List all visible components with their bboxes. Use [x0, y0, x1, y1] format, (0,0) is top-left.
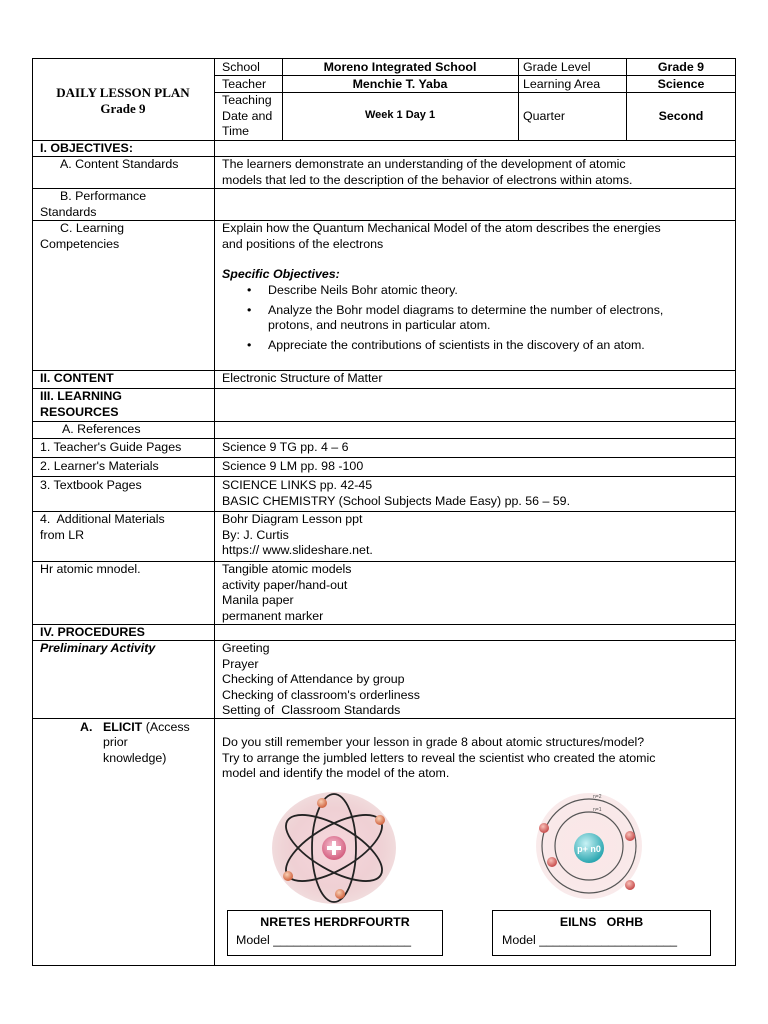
elicit-heading: [103, 720, 190, 736]
references-label: A. References: [62, 422, 141, 436]
row-divider: [32, 388, 736, 389]
date-label: Teaching Date and Time: [222, 93, 273, 138]
preliminary-activity-label: Preliminary Activity: [40, 641, 156, 655]
teacher-value: Menchie T. Yaba: [352, 77, 448, 91]
content-value: Electronic Structure of Matter: [222, 371, 383, 385]
specific-objectives-heading: Specific Objectives:: [222, 267, 340, 281]
learning-area-value: Science: [657, 77, 705, 91]
learning-area-label: Learning Area: [523, 77, 601, 91]
teachers-guide-value: Science 9 TG pp. 4 – 6: [222, 440, 349, 454]
row-divider: [32, 140, 736, 141]
content-standards-text: The learners demonstrate an understanding of the development of atomic models that led to the description of the behavior of electrons within atoms.: [222, 157, 633, 187]
bohr-nucleus-label: p+ n0: [577, 844, 601, 854]
header-divider: [518, 58, 519, 140]
teacher-label: Teacher: [222, 77, 267, 91]
additional-materials-value: Bohr Diagram Lesson ppt By: J. Curtis https:// www.slideshare.net.: [222, 512, 373, 557]
preliminary-activity-items: Greeting Prayer Checking of Attendance by group Checking of classroom's orderliness Setting of Classroom Standards: [222, 641, 420, 717]
atomic-model-materials: Tangible atomic models activity paper/hand-out Manila paper permanent marker: [222, 562, 352, 623]
performance-standards-label: B. Performance Standards: [40, 189, 147, 219]
learning-resources-label: III. LEARNING RESOURCES: [40, 389, 122, 419]
additional-materials-label: 4. Additional Materials from LR: [40, 512, 165, 542]
row-divider: [32, 457, 736, 458]
plan-grade: Grade 9: [100, 101, 146, 116]
quarter-label: Quarter: [523, 109, 566, 123]
row-divider: [32, 370, 736, 371]
answer-box-bohr: [492, 910, 711, 956]
elicit-title: ELICIT: [103, 720, 143, 734]
list-item: • Describe Neils Bohr atomic theory.: [222, 283, 732, 299]
objectives-heading: I. OBJECTIVES:: [40, 141, 133, 155]
bohr-atom-image: [530, 788, 648, 900]
school-value: Moreno Integrated School: [323, 60, 477, 74]
row-divider: [32, 476, 736, 477]
elicit-text: Do you still remember your lesson in grade 8 about atomic structures/model? Try to arrange the jumbled letters to reveal the scientist who created the atomic model and identify the model of the atom.: [222, 735, 656, 780]
bohr-shell-outer-label: n=2: [593, 794, 602, 800]
answer-box-rutherford: [227, 910, 443, 956]
row-divider: [32, 438, 736, 439]
column-divider: [214, 58, 215, 966]
plan-title: DAILY LESSON PLAN: [56, 85, 190, 100]
jumbled-word: NRETES HERDRFOURTR: [260, 915, 410, 929]
textbook-pages-value: SCIENCE LINKS pp. 42-45 BASIC CHEMISTRY (School Subjects Made Easy) pp. 56 – 59.: [222, 478, 571, 508]
elicit-letter: A.: [80, 720, 93, 734]
rutherford-atom-image: [268, 790, 400, 906]
content-standards-label: A. Content Standards: [60, 157, 179, 171]
school-label: School: [222, 60, 260, 74]
elicit-note-continued: prior knowledge): [103, 735, 167, 765]
procedures-label: IV. PROCEDURES: [40, 625, 145, 639]
jumbled-word: EILNS ORHB: [559, 915, 644, 929]
specific-objectives-list: [222, 283, 732, 353]
date-value: Week 1 Day 1: [364, 109, 436, 121]
content-label: II. CONTENT: [40, 371, 114, 385]
list-item: • Analyze the Bohr model diagrams to determine the number of electrons, protons, and neutrons in particular atom.: [222, 303, 732, 334]
atomic-model-label: Hr atomic mnodel.: [40, 562, 141, 576]
learners-materials-label: 2. Learner's Materials: [40, 459, 159, 473]
bohr-shell-inner-label: n=1: [593, 807, 602, 813]
model-answer-line[interactable]: Model ____________________: [502, 933, 678, 947]
textbook-pages-label: 3. Textbook Pages: [40, 478, 142, 492]
quarter-value: Second: [658, 109, 704, 123]
teachers-guide-label: 1. Teacher's Guide Pages: [40, 440, 182, 454]
learning-competencies-text: Explain how the Quantum Mechanical Model of the atom describes the energies and positions of the electrons: [222, 221, 661, 251]
model-answer-line[interactable]: Model ____________________: [236, 933, 412, 947]
list-item: • Appreciate the contributions of scientists in the discovery of an atom.: [222, 338, 732, 354]
grade-level-label: Grade Level: [523, 60, 591, 74]
elicit-note: (Access: [142, 720, 190, 734]
grade-level-value: Grade 9: [657, 60, 705, 74]
learners-materials-value: Science 9 LM pp. 98 -100: [222, 459, 364, 473]
learning-competencies-label: C. Learning Competencies: [40, 221, 125, 251]
